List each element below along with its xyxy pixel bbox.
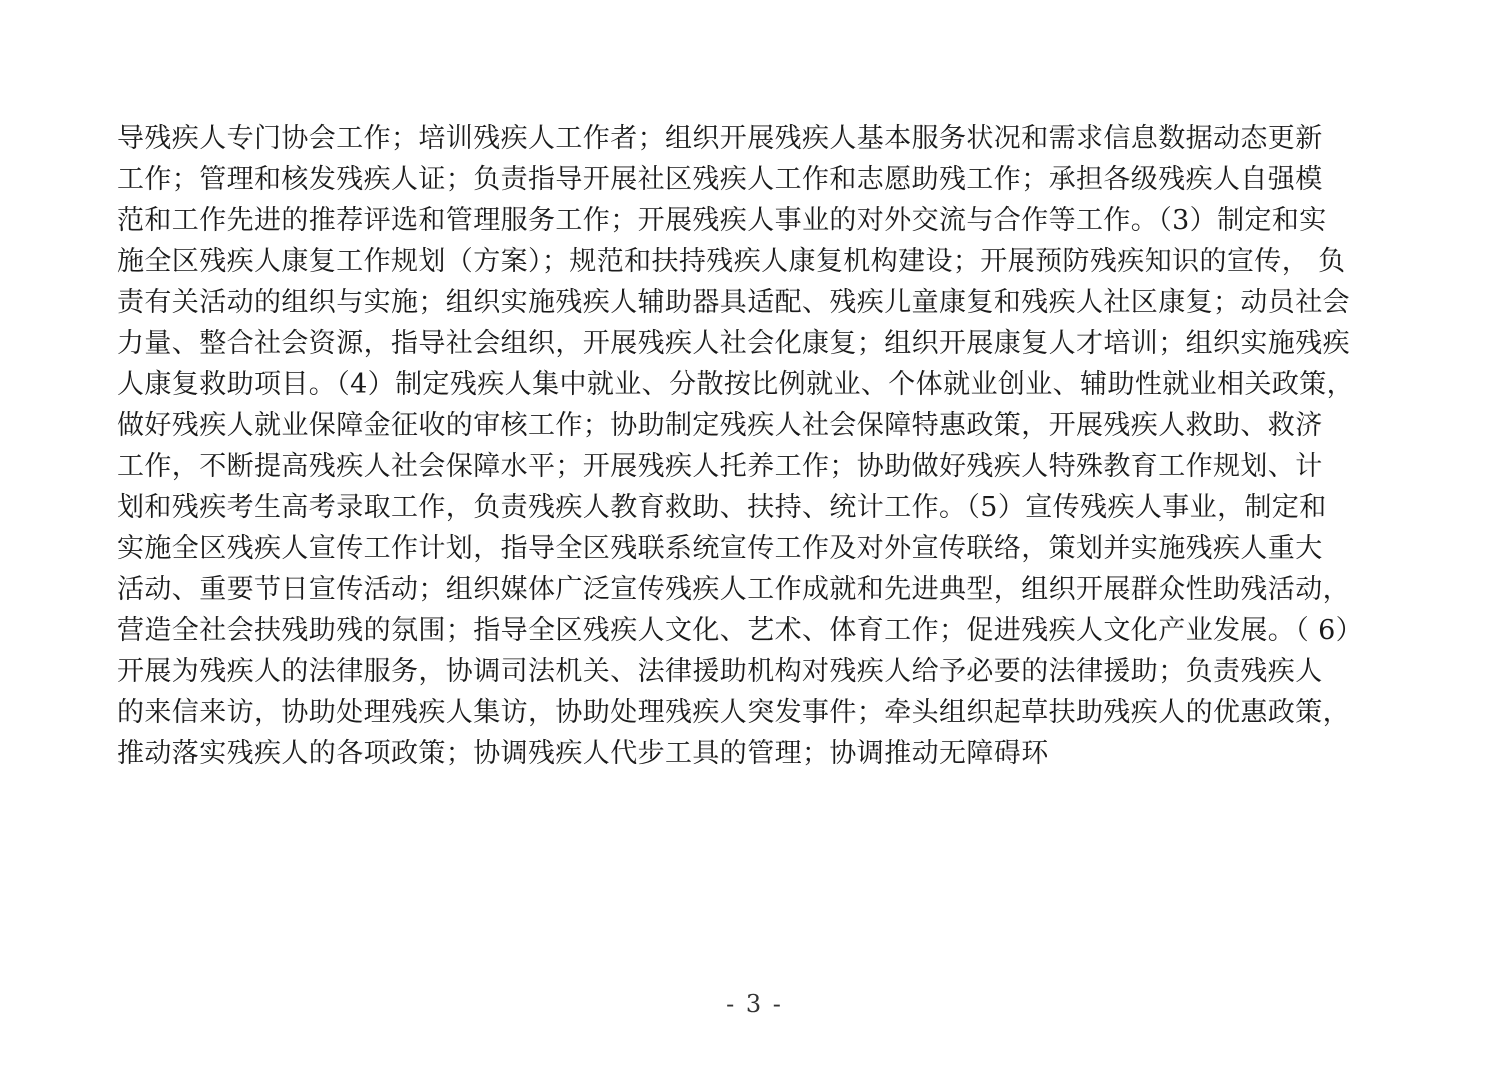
text-line: 的来信来访，协助处理残疾人集访，协助处理残疾人突发事件；牵头组织起草扶助残疾人的优惠政策， [117,697,1350,728]
text-line: 施全区残疾人康复工作规划（方案）；规范和扶持残疾人康复机构建设；开展预防残疾知识的宣传， 负 [117,246,1346,277]
text-line: 推动落实残疾人的各项政策；协调残疾人代步工具的管理；协调推动无障碍环 [117,738,1049,769]
text-line: 责有关活动的组织与实施；组织实施残疾人辅助器具适配、残疾儿童康复和残疾人社区康复；动员社会 [117,287,1350,318]
text-line: 导残疾人专门协会工作；培训残疾人工作者；组织开展残疾人基本服务状况和需求信息数据动态更新 [117,123,1323,154]
text-line: 划和残疾考生高考录取工作，负责残疾人教育救助、扶持、统计工作。（5）宣传残疾人事业，制定和 [117,492,1327,523]
text-line: 工作，不断提高残疾人社会保障水平；开展残疾人托养工作；协助做好残疾人特殊教育工作规划、计 [117,451,1323,482]
text-line: 做好残疾人就业保障金征收的审核工作；协助制定残疾人社会保障特惠政策，开展残疾人救助、救济 [117,410,1323,441]
text-line: 实施全区残疾人宣传工作计划，指导全区残联系统宣传工作及对外宣传联络，策划并实施残疾人重大 [117,533,1323,564]
page-number: - 3 - [726,990,783,1018]
text-line: 范和工作先进的推荐评选和管理服务工作；开展残疾人事业的对外交流与合作等工作。（3）制定和实 [117,205,1327,236]
body-text [117,118,1417,774]
text-line: 工作；管理和核发残疾人证；负责指导开展社区残疾人工作和志愿助残工作；承担各级残疾人自强模 [117,164,1323,195]
text-line: 营造全社会扶残助残的氛围；指导全区残疾人文化、艺术、体育工作；促进残疾人文化产业发展。（ 6） [117,615,1364,646]
text-line: 开展为残疾人的法律服务，协调司法机关、法律援助机构对残疾人给予必要的法律援助；负责残疾人 [117,656,1323,687]
text-line: 人康复救助项目。（4）制定残疾人集中就业、分散按比例就业、个体就业创业、辅助性就业相关政策， [117,369,1355,400]
text-line: 活动、重要节日宣传活动；组织媒体广泛宣传残疾人工作成就和先进典型，组织开展群众性助残活动， [117,574,1350,605]
text-line: 力量、整合社会资源，指导社会组织，开展残疾人社会化康复；组织开展康复人才培训；组织实施残疾 [117,328,1350,359]
